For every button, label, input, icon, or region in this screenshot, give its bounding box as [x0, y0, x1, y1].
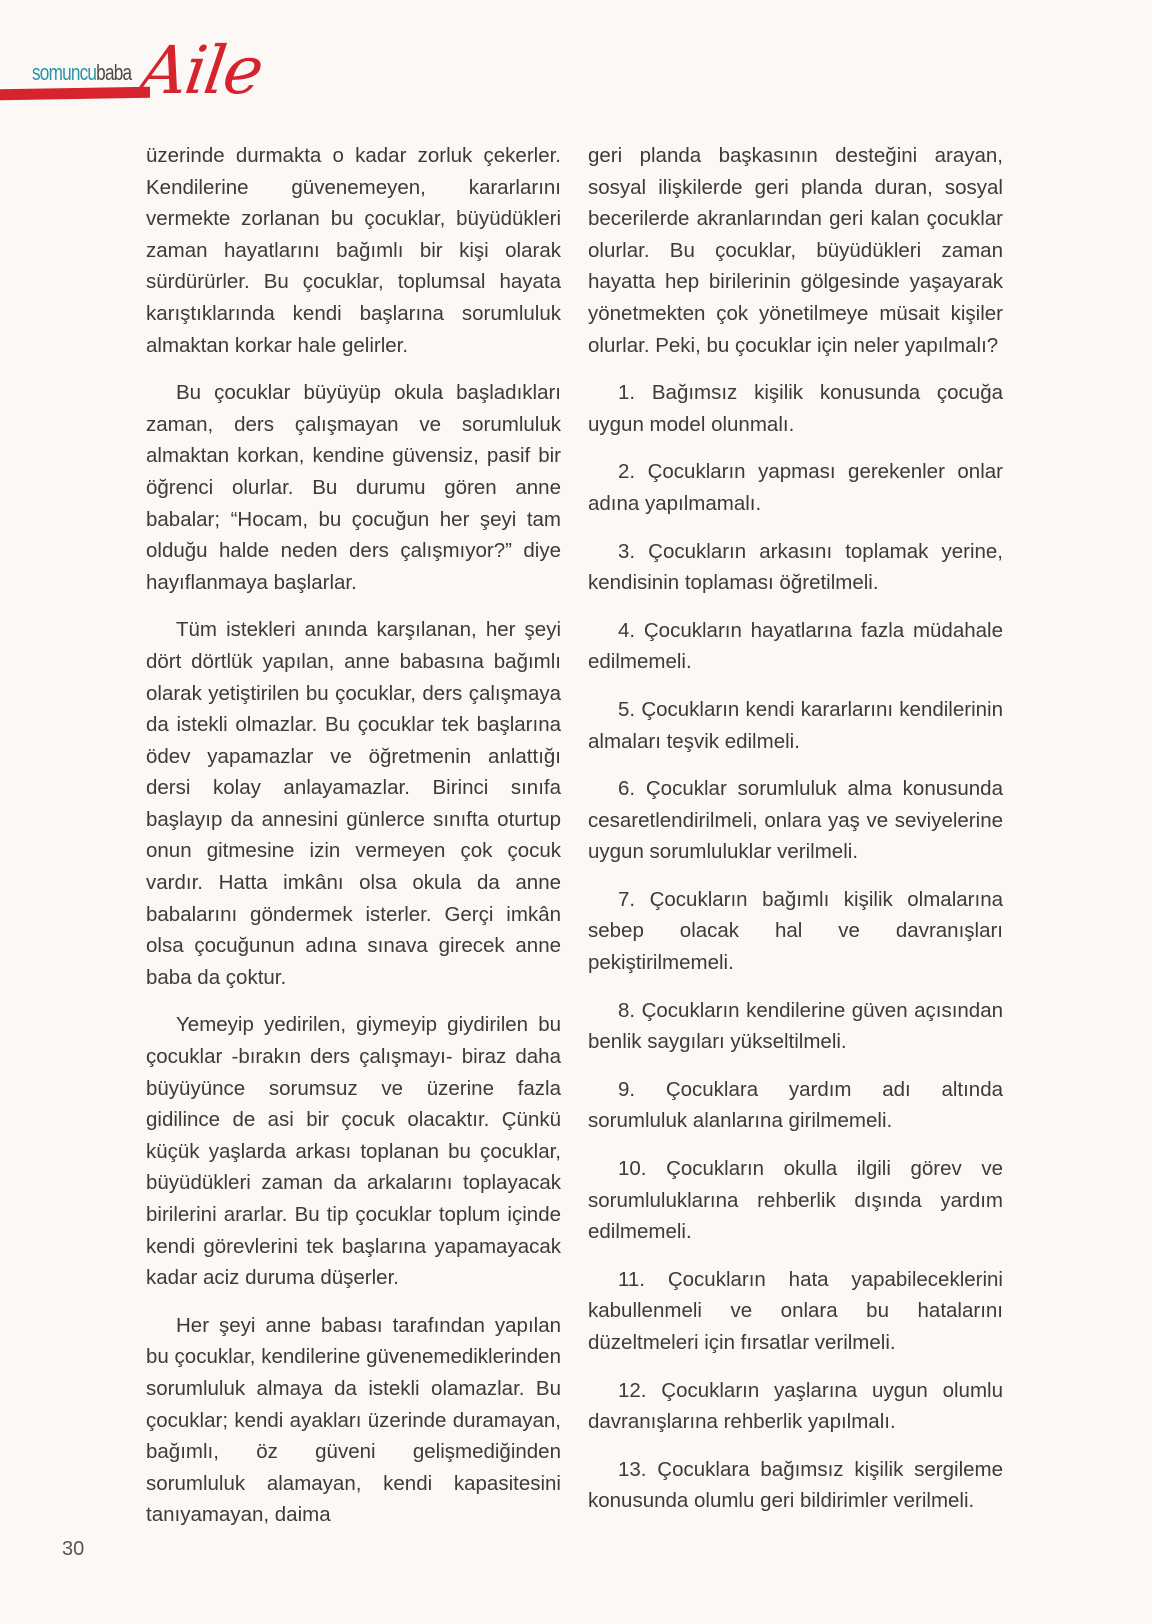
- brand-script-aile: Aile: [134, 32, 267, 109]
- list-item: 13. Çocuklara bağımsız kişilik sergileme konusunda olumlu geri bildirimler verilmeli.: [588, 1457, 1003, 1513]
- paragraph: üzerinde durmakta o kadar zorluk çekerler. Kendilerine güvenemeyen, kararlarını vermekte zorlanan bu çocuklar, büyüdükleri zaman hayatlarını bağımlı bir kişi olarak sürdürürler. Bu çocuklar, toplumsal hayata karıştıklarında kendi başlarına sorumluluk almaktan korkar hale gelirler.: [146, 144, 561, 357]
- list-item: 3. Çocukların arkasını toplamak yerine, kendisinin toplaması öğretilmeli.: [588, 539, 1003, 595]
- header-red-bar: [0, 87, 150, 101]
- paragraph: Tüm istekleri anında karşılanan, her şeyi dört dörtlük yapılan, anne babasına bağımlı olarak yetiştirilen bu çocuklar, ders çalışmaya da istekli olmazlar. Bu çocuklar tek başlarına ödev yapamazlar ve öğretmenin anlattığı dersi kolay anlayamazlar. Birinci sınıfa başlayıp da annesini günlerce sınıfta oturtup onun gitmesine izin vermeyen çok çocuk vardır. Hatta imkânı olsa okula da anne babalarını göndermek isterler. Gerçi imkân olsa çocuğunun adına sınava girecek anne baba da çoktur.: [146, 618, 561, 989]
- intro-paragraph: geri planda başkasının desteğini arayan, sosyal ilişkilerde geri planda duran, sosyal becerilerde akranlarından geri kalan çocuklar olurlar. Bu çocuklar, büyüdükleri zaman hayatta hep birilerinin gölgesinde yaşayarak yönetmekten çok yönetilmeye müsait kişiler olurlar. Peki, bu çocuklar için neler yapılmalı?: [588, 144, 1003, 357]
- magazine-header: [0, 30, 267, 110]
- list-item: 10. Çocukların okulla ilgili görev ve sorumluluklarına rehberlik dışında yardım edilmemeli.: [588, 1157, 1003, 1244]
- paragraph: Yemeyip yedirilen, giymeyip giydirilen bu çocuklar -bırakın ders çalışmayı- biraz daha büyüyünce sorumsuz ve üzerine fazla gidilince de asi bir çocuk olacaktır. Çünkü küçük yaşlarda arkası toplanan bu çocuklar, büyüdükleri zaman da arkalarını toplayacak birilerini ararlar. Bu tip çocuklar toplum içinde kendi görevlerini tek başlarına yapamayacak kadar aciz duruma düşerler.: [146, 1013, 561, 1290]
- list-item: 6. Çocuklar sorumluluk alma konusunda cesaretlendirilmeli, onlara yaş ve seviyelerine uygun sorumluluklar verilmeli.: [588, 777, 1003, 864]
- paragraph: Her şeyi anne babası tarafından yapılan bu çocuklar, kendilerine güvenemediklerinden sorumluluk almaya da istekli olamazlar. Bu çocuklar; kendi ayakları üzerinde duramayan, bağımlı, öz güveni gelişmediğinden sorumluluk alamayan, kendi kapasitesini tanıyamayan, daima: [146, 1313, 561, 1527]
- paragraph: Bu çocuklar büyüyüp okula başladıkları zaman, ders çalışmayan ve sorumluluk almaktan korkan, kendine güvensiz, pasif bir öğrenci olurlar. Bu durumu gören anne babalar; “Hocam, bu çocuğun her şeyi tam olduğu halde neden ders çalışmıyor?” diye hayıflanmaya başlarlar.: [146, 381, 561, 594]
- right-text-column: [588, 140, 1003, 1533]
- list-item: 5. Çocukların kendi kararlarını kendilerinin almaları teşvik edilmeli.: [588, 697, 1003, 753]
- left-text-column: [146, 140, 561, 1547]
- list-item: 7. Çocukların bağımlı kişilik olmalarına sebep olacak hal ve davranışları pekiştirilmemeli.: [588, 887, 1003, 975]
- brand-part-baba: baba: [96, 60, 132, 85]
- brand-part-somuncu: somuncu: [32, 60, 97, 85]
- list-item: 1. Bağımsız kişilik konusunda çocuğa uygun model olunmalı.: [588, 381, 1003, 436]
- list-item: 2. Çocukların yapması gerekenler onlar adına yapılmamalı.: [588, 460, 1003, 515]
- list-item: 12. Çocukların yaşlarına uygun olumlu davranışlarına rehberlik yapılmalı.: [588, 1378, 1003, 1434]
- list-item: 11. Çocukların hata yapabileceklerini kabullenmeli ve onlara bu hatalarını düzeltmeleri için fırsatlar verilmeli.: [588, 1267, 1003, 1354]
- page-number: 30: [62, 1538, 85, 1560]
- list-item: 9. Çocuklara yardım adı altında sorumluluk alanlarına girilmemeli.: [588, 1077, 1003, 1133]
- list-item: 8. Çocukların kendilerine güven açısından benlik saygıları yükseltilmeli.: [588, 998, 1003, 1054]
- brand-logo-text: [32, 60, 131, 86]
- list-item: 4. Çocukların hayatlarına fazla müdahale edilmemeli.: [588, 618, 1003, 674]
